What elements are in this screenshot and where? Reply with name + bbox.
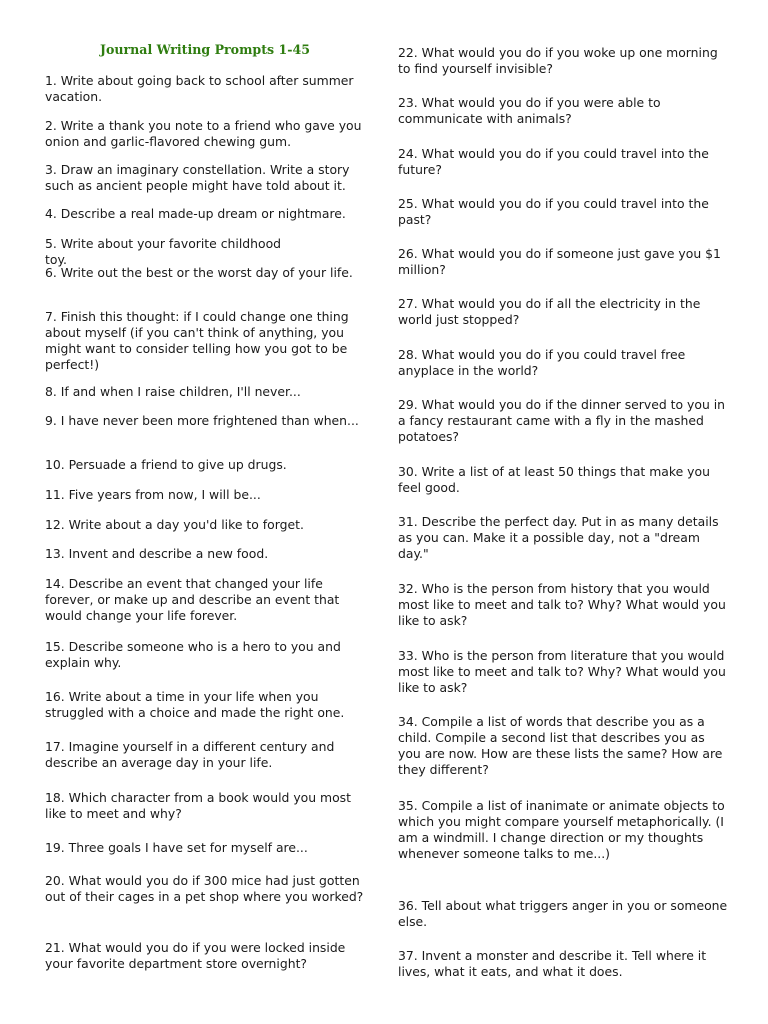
- prompt-14: 14. Describe an event that changed your life forever, or make up and describe an event that would change your life forever.: [45, 576, 340, 623]
- prompt-17: 17. Imagine yourself in a different century and describe an average day in your life.: [45, 739, 335, 770]
- prompt-30: 30. Write a list of at least 50 things that make you feel good.: [398, 464, 710, 495]
- prompt-20: 20. What would you do if 300 mice had just gotten out of their cages in a pet shop where you worked?: [45, 873, 364, 904]
- prompt-10: 10. Persuade a friend to give up drugs.: [45, 457, 287, 472]
- prompt-12: 12. Write about a day you'd like to forget.: [45, 517, 304, 532]
- prompt-6: 6. Write out the best or the worst day of your life.: [45, 265, 353, 280]
- prompt-22: 22. What would you do if you woke up one morning to find yourself invisible?: [398, 45, 718, 76]
- prompt-35: 35. Compile a list of inanimate or animate objects to which you might compare yourself metaphorically. (I am a windmill. I change direction or my thoughts whenever someone talks to me...): [398, 798, 725, 861]
- prompt-26: 26. What would you do if someone just gave you $1 million?: [398, 246, 721, 277]
- prompt-8: 8. If and when I raise children, I'll never...: [45, 384, 301, 399]
- prompt-15: 15. Describe someone who is a hero to you and explain why.: [45, 639, 341, 670]
- prompt-9: 9. I have never been more frightened than when...: [45, 413, 359, 428]
- prompt-36: 36. Tell about what triggers anger in you or someone else.: [398, 898, 728, 929]
- prompt-25: 25. What would you do if you could travel into the past?: [398, 196, 709, 227]
- page-title: Journal Writing Prompts 1-45: [100, 42, 311, 57]
- prompt-19: 19. Three goals I have set for myself are...: [45, 840, 308, 855]
- prompt-21: 21. What would you do if you were locked inside your favorite department store overnight?: [45, 940, 346, 971]
- prompt-3: 3. Draw an imaginary constellation. Write a story such as ancient people might have told about it.: [45, 162, 350, 193]
- prompt-4: 4. Describe a real made-up dream or nightmare.: [45, 206, 346, 221]
- prompt-5: 5. Write about your favorite childhood toy.: [45, 236, 282, 267]
- prompt-37: 37. Invent a monster and describe it. Tell where it lives, what it eats, and what it does.: [398, 948, 707, 979]
- prompt-13: 13. Invent and describe a new food.: [45, 546, 269, 561]
- prompt-32: 32. Who is the person from history that you would most like to meet and talk to? Why? What would you like to ask?: [398, 581, 726, 628]
- prompt-16: 16. Write about a time in your life when you struggled with a choice and made the right one.: [45, 689, 345, 720]
- prompt-31: 31. Describe the perfect day. Put in as many details as you can. Make it a possible day, not a "dream day.": [398, 514, 719, 561]
- prompt-23: 23. What would you do if you were able to communicate with animals?: [398, 95, 661, 126]
- prompt-2: 2. Write a thank you note to a friend who gave you onion and garlic-flavored chewing gum.: [45, 118, 362, 149]
- prompt-24: 24. What would you do if you could travel into the future?: [398, 146, 709, 177]
- prompt-1: 1. Write about going back to school after summer vacation.: [45, 73, 354, 104]
- prompt-29: 29. What would you do if the dinner served to you in a fancy restaurant came with a fly in the mashed potatoes?: [398, 397, 726, 444]
- prompt-34: 34. Compile a list of words that describe you as a child. Compile a second list that describes you as you are now. How are these lists the same? How are they different?: [398, 714, 723, 777]
- prompt-27: 27. What would you do if all the electricity in the world just stopped?: [398, 296, 701, 327]
- prompt-18: 18. Which character from a book would you most like to meet and why?: [45, 790, 351, 821]
- prompt-28: 28. What would you do if you could travel free anyplace in the world?: [398, 347, 686, 378]
- prompt-11: 11. Five years from now, I will be...: [45, 487, 261, 502]
- prompt-33: 33. Who is the person from literature that you would most like to meet and talk to? Why? What would you like to ask?: [398, 648, 726, 695]
- prompt-7: 7. Finish this thought: if I could change one thing about myself (if you can't think of anything, you might want to consider telling how you got to be perfect!): [45, 309, 349, 372]
